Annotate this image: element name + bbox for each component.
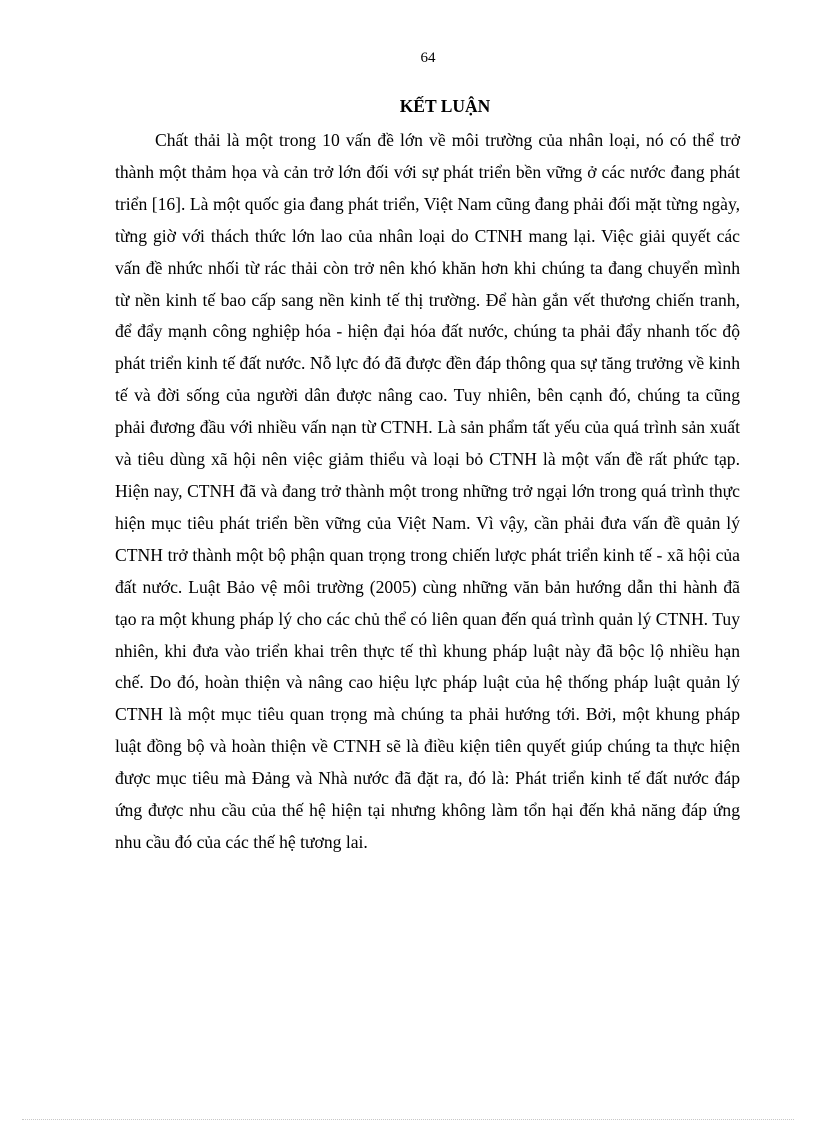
conclusion-paragraph: Chất thải là một trong 10 vấn đề lớn về môi trường của nhân loại, nó có thể trở thành một thảm họa và cản trở lớn đối với sự phát triển bền vững ở các nước đang phát triển [16]. Là một quốc gia đang phát triển, Việt Nam cũng đang phải đối mặt từng ngày, từng giờ với thách thức lớn lao của nhân loại do CTNH mang lại. Việc giải quyết các vấn đề nhức nhối từ rác thải còn trở nên khó khăn hơn khi chúng ta đang chuyển mình từ nền kinh tế bao cấp sang nền kinh tế thị trường. Để hàn gắn vết thương chiến tranh, để đẩy mạnh công nghiệp hóa - hiện đại hóa đất nước, chúng ta phải đẩy nhanh tốc độ phát triển kinh tế đất nước. Nỗ lực đó đã được đền đáp thông qua sự tăng trưởng về kinh tế và đời sống của người dân được nâng cao. Tuy nhiên, bên cạnh đó, chúng ta cũng phải đương đầu với nhiều vấn nạn từ CTNH. Là sản phẩm tất yếu của quá trình sản xuất và tiêu dùng xã hội nên việc giảm thiểu và loại bỏ CTNH là một vấn đề rất phức tạp. Hiện nay, CTNH đã và đang trở thành một trong những trở ngại lớn trong quá trình thực hiện mục tiêu phát triển bền vững của Việt Nam. Vì vậy, cần phải đưa vấn đề quản lý CTNH trở thành một bộ phận quan trọng trong chiến lược phát triển kinh tế - xã hội của đất nước. Luật Bảo vệ môi trường (2005) cùng những văn bản hướng dẫn thi hành đã tạo ra một khung pháp lý cho các chủ thể có liên quan đến quá trình quản lý CTNH. Tuy nhiên, khi đưa vào triển khai trên thực tế thì khung pháp luật này đã bộc lộ nhiều hạn chế. Do đó, hoàn thiện và nâng cao hiệu lực pháp luật của hệ thống pháp luật quản lý CTNH là một mục tiêu quan trọng mà chúng ta phải hướng tới. Bởi, một khung pháp luật đồng bộ và hoàn thiện về CTNH sẽ là điều kiện tiên quyết giúp chúng ta thực hiện được mục tiêu mà Đảng và Nhà nước đã đặt ra, đó là: Phát triển kinh tế đất nước đáp ứng được nhu cầu của thế hệ hiện tại nhưng không làm tổn hại đến khả năng đáp ứng nhu cầu đó của các thế hệ tương lai. — [115, 130, 740, 852]
page-number: 64 — [420, 50, 436, 66]
page-bottom-divider — [22, 1119, 794, 1120]
page-title: KẾT LUẬN — [399, 96, 491, 116]
